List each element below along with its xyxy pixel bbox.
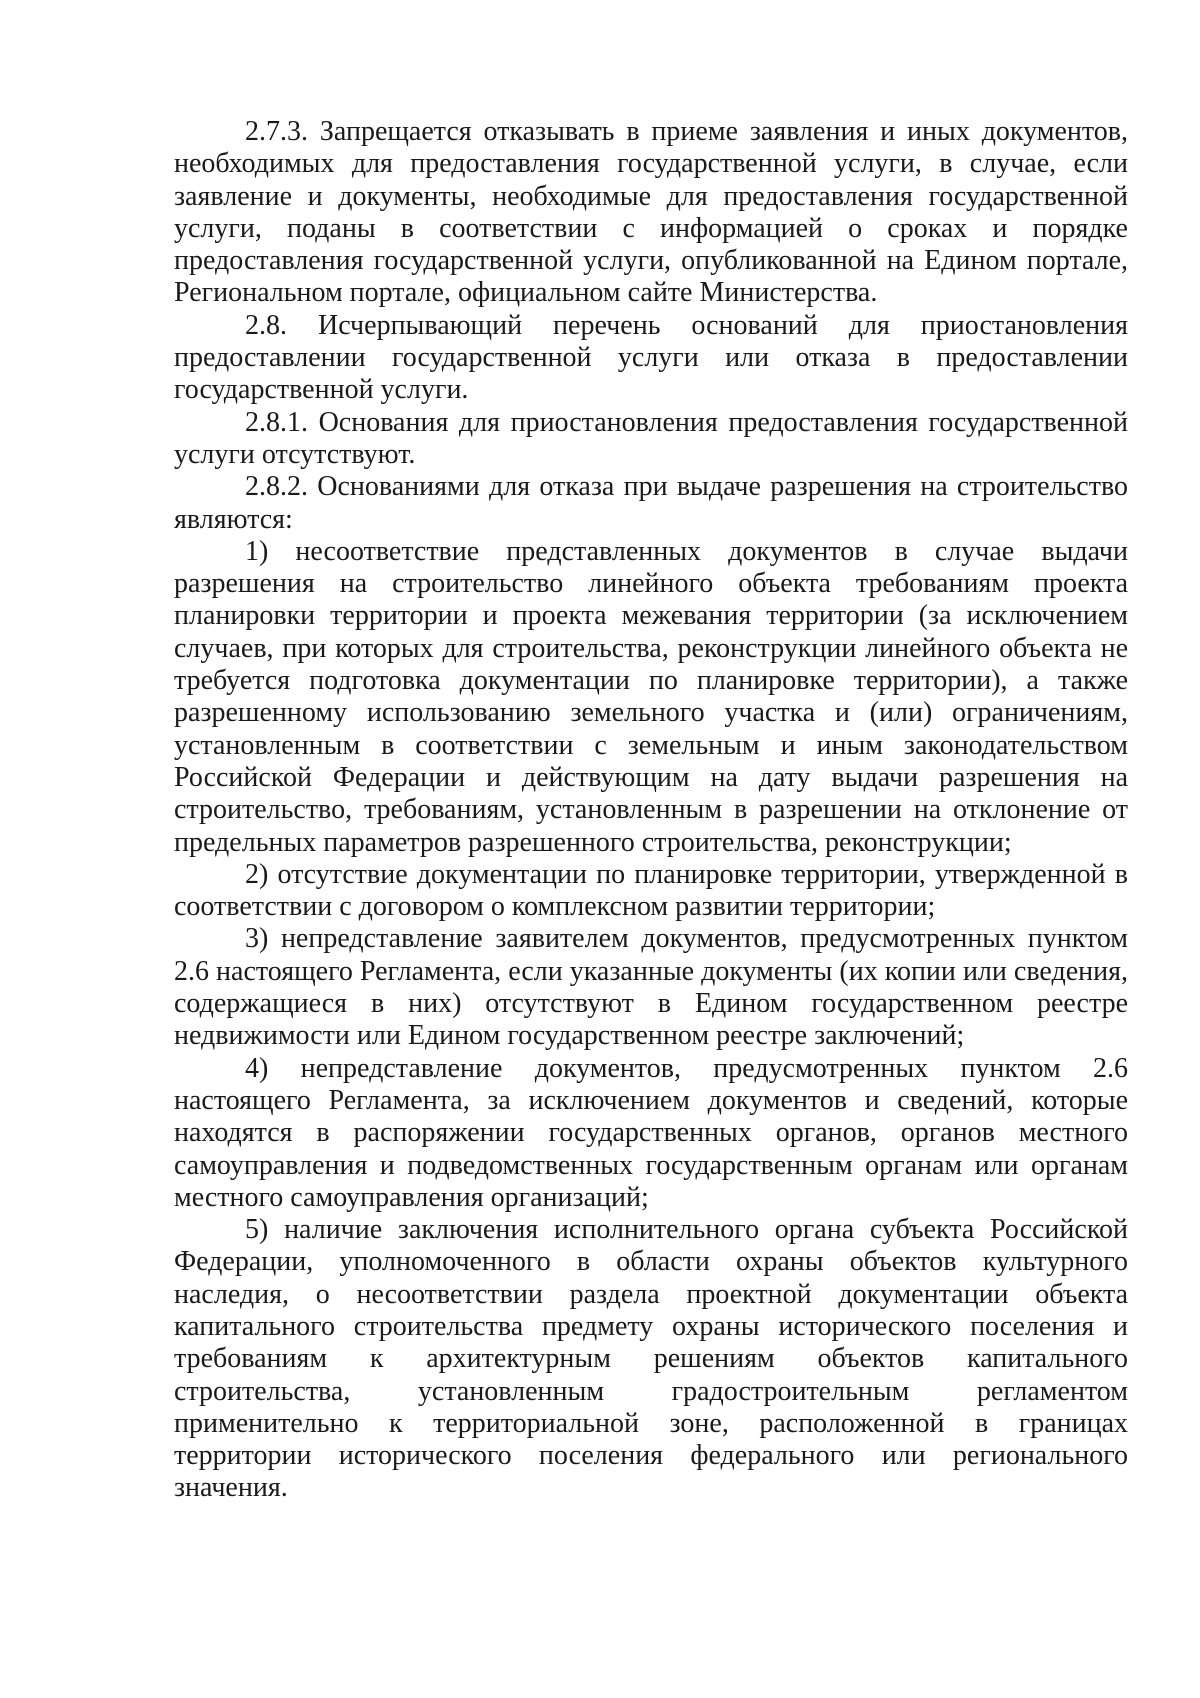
list-item-5: 5) наличие заключения исполнительного органа субъекта Российской Федерации, уполномоченного в области охраны объектов культурного наследия, о несоответствии раздела проектной документации объекта капитального строительства предмету охраны исторического поселения и требованиям к архитектурным решениям объектов капитального строительства, установленным градостроительным регламентом применительно к территориальной зоне, расположенной в границах территории исторического поселения федерального или регионального значения.	[174, 1214, 1128, 1504]
list-item-3: 3) непредставление заявителем документов, предусмотренных пунктом 2.6 настоящего Регламента, если указанные документы (их копии или сведения, содержащиеся в них) отсутствуют в Едином государственном реестре недвижимости или Едином государственном реестре заключений;	[174, 923, 1128, 1052]
paragraph-2-8: 2.8. Исчерпывающий перечень оснований для приостановления предоставлении государственной услуги или отказа в предоставлении государственной услуги.	[174, 309, 1128, 406]
paragraph-2-8-1: 2.8.1. Основания для приостановления предоставления государственной услуги отсутствуют.	[174, 406, 1128, 470]
list-item-1: 1) несоответствие представленных документов в случае выдачи разрешения на строительство линейного объекта требованиям проекта планировки территории и проекта межевания территории (за исключением случаев, при которых для строительства, реконструкции линейного объекта не требуется подготовка документации по планировке территории), а также разрешенному использованию земельного участка и (или) ограничениям, установленным в соответствии с земельным и иным законодательством Российской Федерации и действующим на дату выдачи разрешения на строительство, требованиям, установленным в разрешении на отклонение от предельных параметров разрешенного строительства, реконструкции;	[174, 535, 1128, 858]
list-item-4: 4) непредставление документов, предусмотренных пунктом 2.6 настоящего Регламента, за исключением документов и сведений, которые находятся в распоряжении государственных органов, органов местного самоуправления и подведомственных государственным органам или органам местного самоуправления организаций;	[174, 1052, 1128, 1213]
document-page	[174, 116, 1128, 1505]
paragraph-2-8-2: 2.8.2. Основаниями для отказа при выдаче разрешения на строительство являются:	[174, 471, 1128, 535]
list-item-2: 2) отсутствие документации по планировке территории, утвержденной в соответствии с договором о комплексном развитии территории;	[174, 858, 1128, 923]
paragraph-2-7-3: 2.7.3. Запрещается отказывать в приеме заявления и иных документов, необходимых для предоставления государственной услуги, в случае, если заявление и документы, необходимые для предоставления государственной услуги, поданы в соответствии с информацией о сроках и порядке предоставления государственной услуги, опубликованной на Едином портале, Региональном портале, официальном сайте Министерства.	[174, 116, 1128, 309]
